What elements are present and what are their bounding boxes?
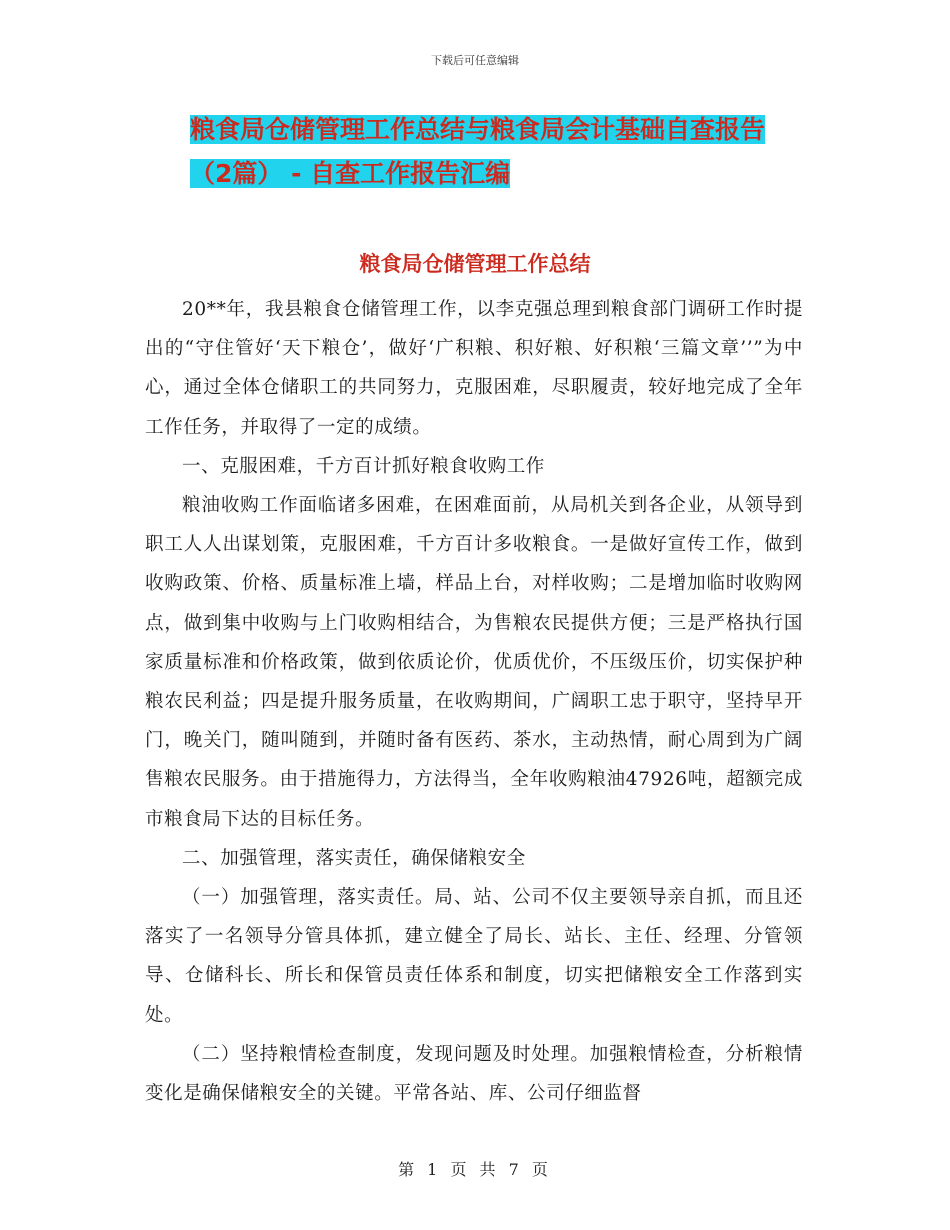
heading-paragraph: 二、加强管理，落实责任，确保储粮安全 (182, 847, 526, 869)
heading-paragraph: 一、克服困难，千方百计抓好粮食收购工作 (182, 455, 545, 477)
paragraph: （一）加强管理，落实责任。局、站、公司不仅主要领导亲自抓，而且还落实了一名领导分管具体抓，建立健全了局长、站长、主任、经理、分管领导、仓储科长、所长和保管员责任体系和制度，切实把储粮安全工作落到实处。 (145, 887, 803, 1026)
title-line-1-text: 粮食局仓储管理工作总结与粮食局会计基础自查报告 (190, 115, 766, 144)
paragraph: （二）坚持粮情检查制度，发现问题及时处理。加强粮情检查，分析粮情变化是确保储粮安全的关键。平常各站、库、公司仔细监督 (145, 1043, 803, 1105)
title-line-2 (190, 152, 830, 196)
paragraph: 粮油收购工作面临诸多困难，在困难面前，从局机关到各企业，从领导到职工人人出谋划策，克服困难，千方百计多收粮食。一是做好宣传工作，做到收购政策、价格、质量标准上墙，样品上台，对样收购；二是增加临时收购网点，做到集中收购与上门收购相结合，为售粮农民提供方便；三是严格执行国家质量标准和价格政策，做到依质论价，优质优价，不压级压价，切实保护种粮农民利益；四是提升服务质量，在收购期间，广阔职工忠于职守，坚持早开门，晚关门，随叫随到，并随时备有医药、茶水，主动热情，耐心周到为广阔售粮农民服务。由于措施得力，方法得当，全年收购粮油47926吨，超额完成市粮食局下达的目标任务。 (145, 495, 803, 830)
paragraph: 20**年，我县粮食仓储管理工作，以李克强总理到粮食部门调研工作时提出的“守住管好‘天下粮仓’，做好‘广积粮、积好粮、好积粮‘三篇文章’’”为中心，通过全体仓储职工的共同努力，克服困难，尽职履责，较好地完成了全年工作任务，并取得了一定的成绩。 (145, 299, 803, 438)
document-body (145, 290, 803, 1113)
title-line-2-text: （2篇） - 自查工作报告汇编 (190, 159, 511, 188)
page-number: 第 1 页 共 7 页 (398, 1160, 552, 1179)
document-title (190, 108, 830, 196)
title-line-1 (190, 108, 830, 152)
page-header-note: 下载后可任意编辑 (431, 54, 519, 67)
section-title: 粮食局仓储管理工作总结 (359, 252, 591, 276)
